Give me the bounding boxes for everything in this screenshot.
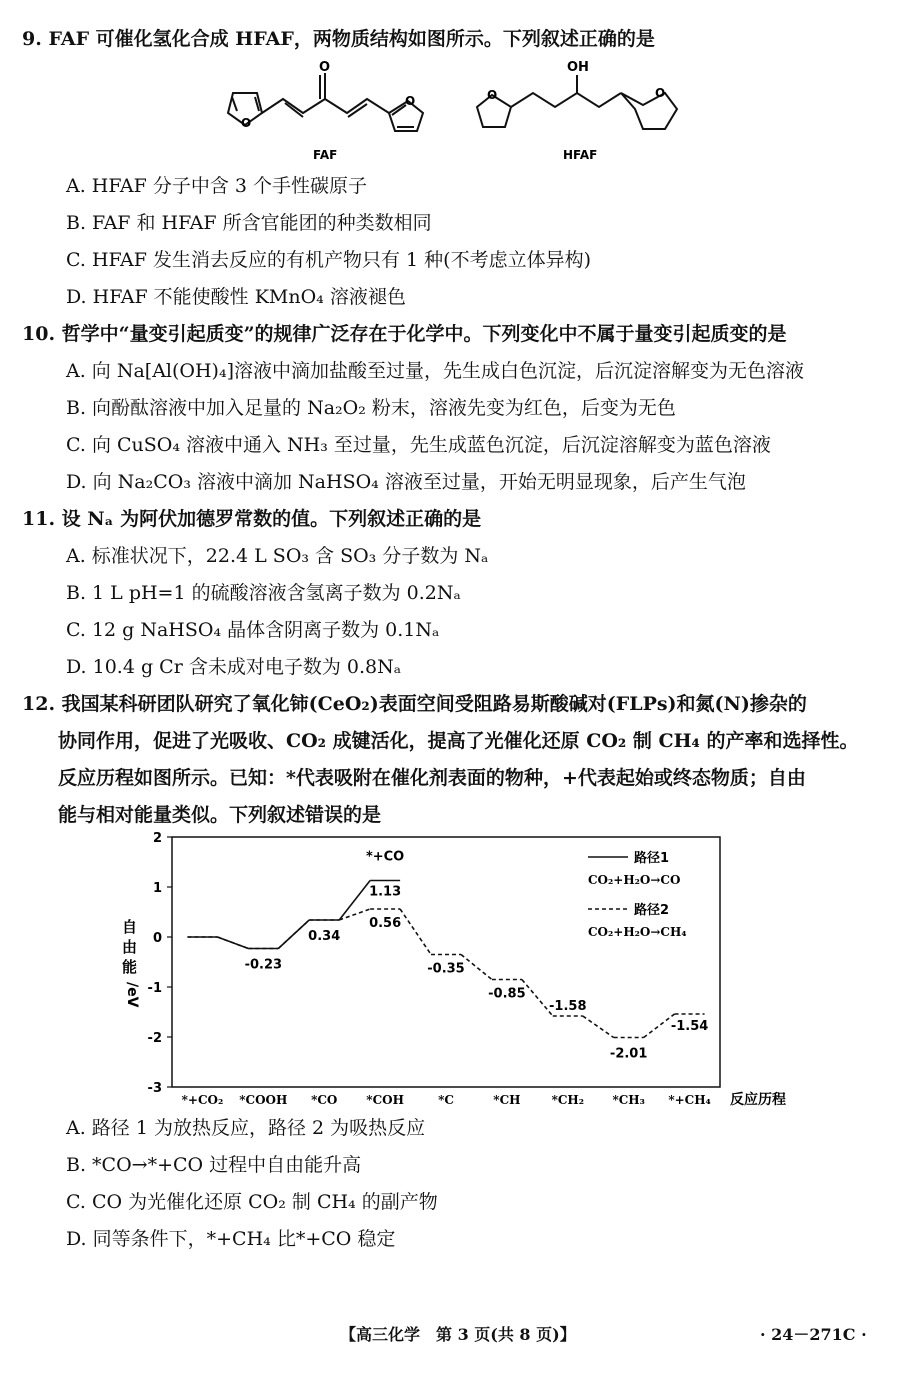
q10-option-d: D. 向 Na₂CO₃ 溶液中滴加 NaHSO₄ 溶液至过量，开始无明显现象，后产生气泡: [66, 471, 746, 493]
data-label: 0.56: [369, 916, 402, 931]
x-tick-label: *CH: [493, 1093, 521, 1107]
q12-stem-line2: 协同作用，促进了光吸收、CO₂ 成键活化，提高了光催化还原 CO₂ 制 CH₄ 的产率和选择性。: [58, 730, 859, 752]
q10-option-a: A. 向 Na[Al(OH)₄]溶液中滴加盐酸至过量，先生成白色沉淀，后沉淀溶解变为无色溶液: [66, 360, 805, 382]
q9-option-d: D. HFAF 不能使酸性 KMnO₄ 溶液褪色: [66, 286, 406, 308]
x-axis-label: 反应历程: [730, 1092, 786, 1108]
hfaf-ring-o-right: O: [655, 86, 666, 100]
y-tick-label: 0: [152, 931, 162, 946]
q10-stem: 10. 哲学中“量变引起质变”的规律广泛存在于化学中。下列变化中不属于量变引起质变的是: [22, 323, 787, 345]
free-energy-chart: [110, 822, 800, 1117]
x-tick-label: *CO: [311, 1093, 338, 1107]
q12-stem: 12. 我国某科研团队研究了氧化铈(CeO₂)表面空间受阻路易斯酸碱对(FLPs)和氮(N)掺杂的: [22, 693, 807, 715]
q12-stem-line4: 能与相对能量类似。下列叙述错误的是: [58, 804, 382, 826]
q11-option-b: B. 1 L pH=1 的硫酸溶液含氢离子数为 0.2Nₐ: [66, 582, 461, 604]
data-label: -1.54: [670, 1019, 709, 1034]
faf-ring-o-left: O: [241, 116, 252, 130]
data-label: 0.34: [308, 929, 341, 944]
q11-option-d: D. 10.4 g Cr 含未成对电子数为 0.8Nₐ: [66, 656, 402, 678]
legend-label: 路径1: [634, 851, 670, 866]
q9-option-a: A. HFAF 分子中含 3 个手性碳原子: [66, 175, 368, 197]
x-tick-label: *+CH₄: [668, 1093, 711, 1107]
q12-option-d: D. 同等条件下，*+CH₄ 比*+CO 稳定: [66, 1228, 396, 1250]
x-tick-label: *+CO₂: [181, 1093, 224, 1107]
faf-label: FAF: [313, 148, 338, 162]
hfaf-thf-right: [621, 93, 677, 129]
y-tick-label: -3: [147, 1081, 162, 1096]
x-tick-label: *CH₂: [551, 1093, 584, 1107]
legend-label: 路径2: [634, 903, 670, 918]
y-tick-label: 2: [152, 831, 162, 846]
y-axis-label-char: 自: [122, 918, 138, 936]
q9-option-c: C. HFAF 发生消去反应的有机产物只有 1 种(不考虑立体异构): [66, 249, 591, 271]
q12-option-a: A. 路径 1 为放热反应，路径 2 为吸热反应: [66, 1117, 426, 1139]
y-axis-label-char: 能: [122, 958, 138, 976]
data-label: -2.01: [609, 1046, 648, 1062]
q11-option-a: A. 标准状况下，22.4 L SO₃ 含 SO₃ 分子数为 Nₐ: [66, 545, 489, 567]
y-tick-label: 1: [152, 881, 162, 896]
faf-hfaf-structures: [215, 55, 685, 165]
y-tick-label: -1: [147, 981, 162, 996]
hfaf-oh: OH: [567, 60, 589, 75]
x-tick-label: *COOH: [239, 1093, 288, 1107]
data-label: -1.58: [549, 999, 587, 1014]
data-label: -0.35: [427, 961, 465, 977]
q12-option-c: C. CO 为光催化还原 CO₂ 制 CH₄ 的副产物: [66, 1191, 438, 1213]
x-tick-label: *C: [438, 1093, 454, 1107]
q11-stem: 11. 设 Nₐ 为阿伏加德罗常数的值。下列叙述正确的是: [22, 508, 482, 530]
data-label: 1.13: [369, 884, 402, 900]
series-2-connector: [583, 1016, 614, 1038]
q12-option-b: B. *CO→*+CO 过程中自由能升高: [66, 1154, 362, 1176]
data-label: *+CO: [365, 849, 405, 865]
y-tick-label: -2: [147, 1031, 162, 1046]
hfaf-label: HFAF: [563, 148, 598, 162]
legend-reaction: CO₂+H₂O→CO: [588, 873, 681, 887]
q11-option-c: C. 12 g NaHSO₄ 晶体含阴离子数为 0.1Nₐ: [66, 619, 440, 641]
legend-reaction: CO₂+H₂O→CH₄: [588, 925, 687, 939]
data-label: -0.85: [488, 986, 526, 1002]
x-tick-label: *CH₃: [612, 1093, 645, 1107]
x-tick-label: *COH: [366, 1093, 404, 1107]
q9-option-b: B. FAF 和 HFAF 所含官能团的种类数相同: [66, 212, 432, 234]
y-axis-unit: /eV: [124, 982, 140, 1008]
series-2-connector: [400, 909, 431, 955]
q12-stem-line3: 反应历程如图所示。已知：*代表吸附在催化剂表面的物种，+代表起始或终态物质；自由: [58, 767, 806, 789]
q9-stem: 9. FAF 可催化氢化合成 HFAF，两物质结构如图所示。下列叙述正确的是: [22, 28, 655, 50]
q10-option-b: B. 向酚酞溶液中加入足量的 Na₂O₂ 粉末，溶液先变为红色，后变为无色: [66, 397, 676, 419]
q10-option-c: C. 向 CuSO₄ 溶液中通入 NH₃ 至过量，先生成蓝色沉淀，后沉淀溶解变为蓝色溶液: [66, 434, 771, 456]
y-axis-label-char: 由: [122, 938, 138, 956]
page-code: · 24－271C ·: [760, 1325, 867, 1344]
series-2-connector: [461, 955, 492, 980]
page-footer: 【高三化学 第 3 页(共 8 页)】: [340, 1325, 576, 1344]
faf-carbonyl-o: O: [319, 60, 331, 75]
faf-ring-o-right: O: [405, 94, 416, 108]
data-label: -0.23: [244, 957, 283, 973]
hfaf-ring-o-left: O: [487, 88, 498, 102]
